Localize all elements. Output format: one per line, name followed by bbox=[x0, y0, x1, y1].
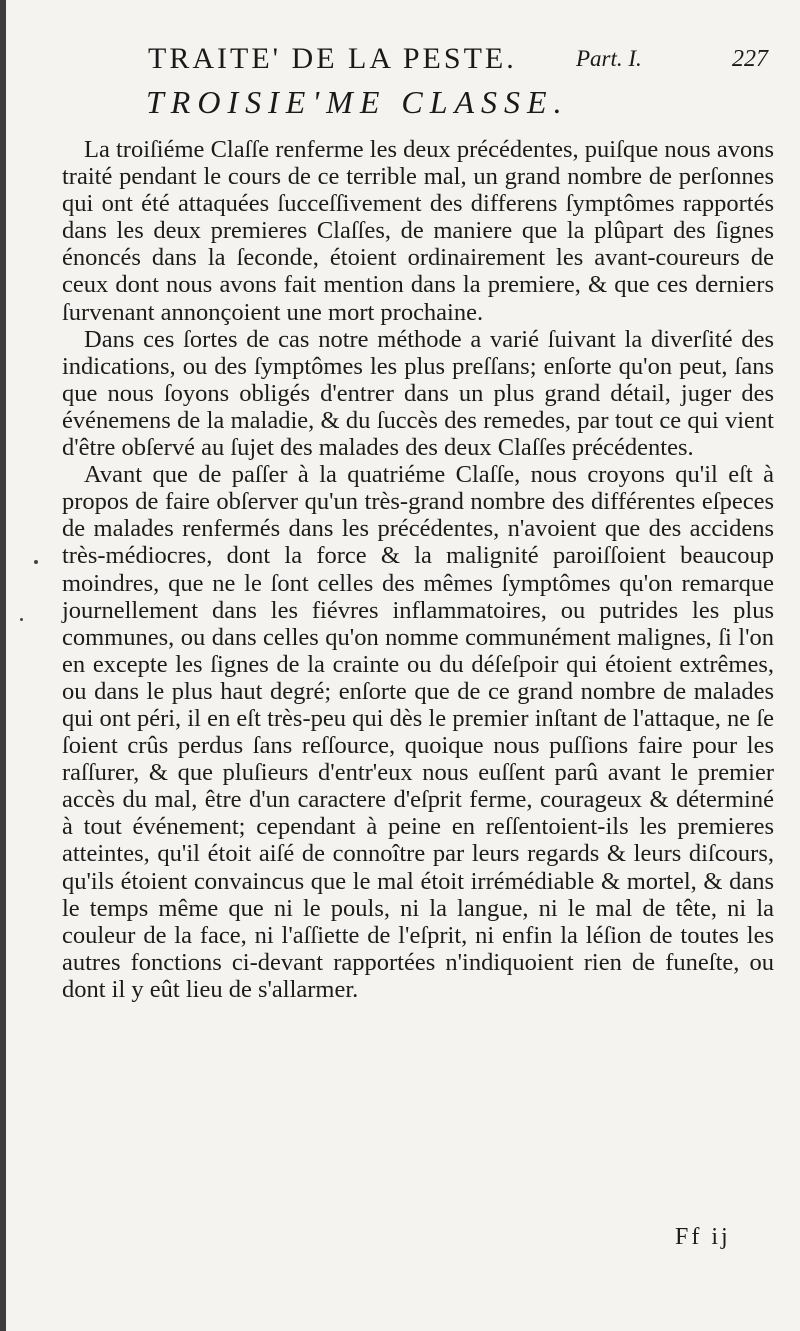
part-label: Part. I. bbox=[576, 46, 642, 71]
page-number: 227 bbox=[732, 46, 768, 72]
paragraph-3: Avant que de paſſer à la quatriéme Claſſe, nous croyons qu'il eſt à propos de faire obſerver qu'un très-grand nombre des différentes eſpeces de malades renfermés dans les précédentes, n'avoient que des accidens très-médiocres, dont la force & la malignité paroiſſoient beaucoup moindres, que ne le ſont celles des mêmes ſymptômes qu'on remarque journellement dans les fiévres inflammatoires, ou putrides les plus communes, ou dans celles qu'on nomme communément malignes, ſi l'on en excepte les ſignes de la crainte ou du déſeſpoir qui étoient extrêmes, ou dans le plus haut degré; enſorte que de ce grand nombre de malades qui ont péri, il en eſt très-peu qui dès le premier inſtant de l'attaque, ne ſe ſoient crûs perdus ſans reſſource, quoique nous puſſions faire pour les raſſurer, & que pluſieurs d'entr'eux nous euſſent parû avant le premier accès du mal, être d'un caractere d'eſprit ferme, courageux & déterminé à tout événement; cependant à peine en reſſentoient-ils les premieres atteintes, qu'il étoit aiſé de connoître par leurs regards & leurs diſcours, qu'ils étoient convaincus que le mal étoit irrémédiable & mortel, & dans le temps même que ni le pouls, ni la langue, ni le mal de tête, ni la couleur de la face, ni l'aſſiette de l'eſprit, ni enfin la léſion de toutes les autres fonctions ci-devant rapportées n'indiquoient rien de funeſte, ou dont il y eût lieu de s'allarmer. bbox=[62, 461, 774, 1003]
signature-mark: Ff ij bbox=[675, 1224, 731, 1250]
section-title: TROISIE'ME CLASSE. bbox=[146, 84, 569, 120]
paragraph-1: La troiſiéme Claſſe renferme les deux précédentes, puiſque nous avons traité pendant le cours de ce terrible mal, un grand nombre de perſonnes qui ont été attaquées ſucceſſivement des differens ſymptômes rapportés dans les deux premieres Claſſes, de maniere que la plûpart des ſignes énoncés dans la ſeconde, étoient ordinairement les avant-coureurs de ceux dont nous avons fait mention dans la premiere, & que ces derniers ſurvenant annonçoient une mort prochaine. bbox=[62, 136, 774, 326]
ink-speck bbox=[34, 560, 38, 564]
paragraph-2: Dans ces ſortes de cas notre méthode a varié ſuivant la diverſité des indications, ou des ſymptômes les plus preſſans; enſorte qu'on peut, ſans que nous ſoyons obligés d'entrer dans un plus grand détail, juger des événemens de la maladie, & du ſuccès des remedes, par tout ce qui vient d'être obſervé au ſujet des malades des deux Claſſes précédentes. bbox=[62, 325, 774, 462]
page-header bbox=[148, 42, 778, 82]
ink-speck bbox=[20, 618, 23, 621]
running-title: TRAITE' DE LA PESTE. bbox=[148, 42, 517, 75]
body-text bbox=[62, 136, 774, 1003]
book-page bbox=[6, 0, 800, 1331]
